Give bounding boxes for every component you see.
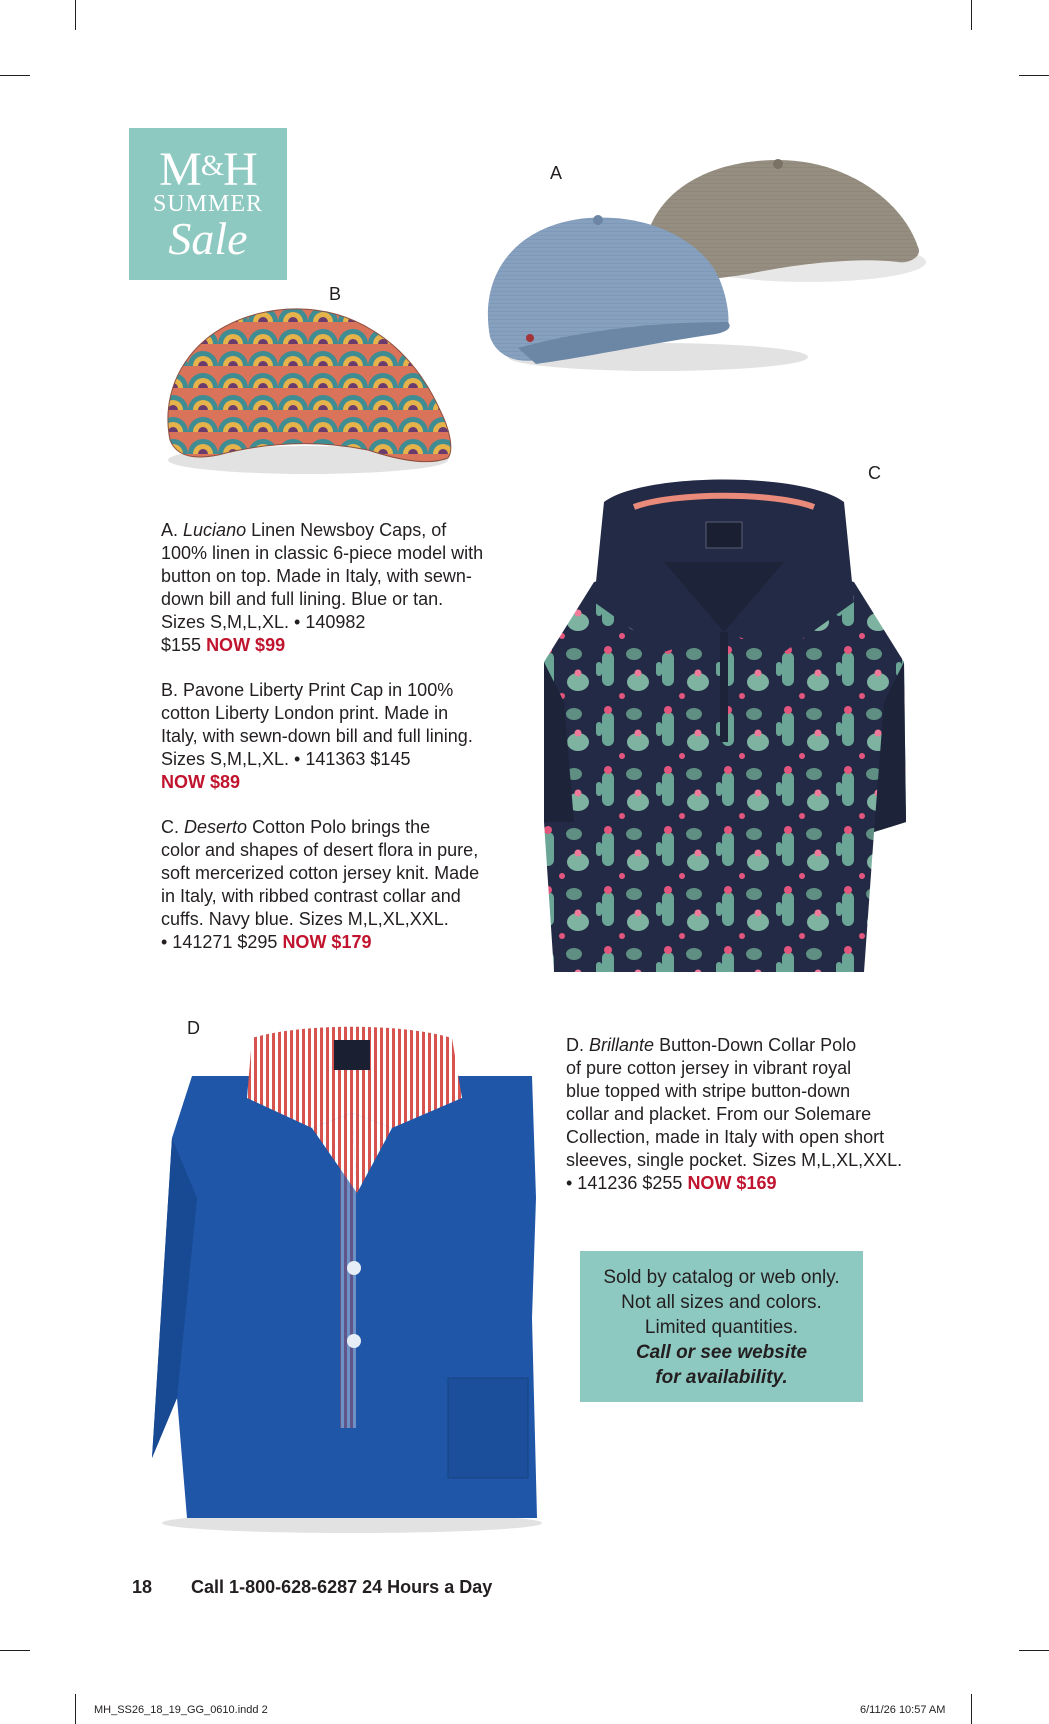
notice-line: Sold by catalog or web only. — [603, 1267, 840, 1288]
product-d-line: sleeves, single pocket. Sizes M,L,XL,XXL. — [566, 1150, 903, 1170]
product-a-line: button on top. Made in Italy, with sewn- — [161, 566, 472, 586]
notice-line: Call or see website — [635, 1342, 808, 1363]
availability-notice — [580, 1251, 863, 1402]
product-c-line: cuffs. Navy blue. Sizes M,L,XL,XXL. — [161, 909, 449, 929]
product-a-line: down bill and full lining. Blue or tan. — [161, 589, 444, 609]
liberty-print-cap-image — [158, 300, 454, 480]
page-number: 18 — [132, 1577, 153, 1597]
product-c-sale-price: NOW $179 — [282, 932, 372, 952]
logo-monogram: M&H — [159, 143, 257, 196]
product-b-description — [161, 679, 501, 794]
product-b-line: Italy, with sewn-down bill and full lining. — [161, 726, 473, 746]
summer-sale-logo — [129, 128, 287, 280]
product-b-sale-price: NOW $89 — [161, 772, 241, 792]
product-d-price: • 141236 $255 — [566, 1173, 683, 1193]
product-a-letter: A. — [161, 520, 179, 540]
product-c-price: • 141271 $295 — [161, 932, 278, 952]
product-d-description — [566, 1034, 926, 1195]
product-d-line: Collection, made in Italy with open short — [566, 1127, 885, 1147]
royal-blue-polo-image — [152, 1018, 562, 1538]
product-c-description — [161, 816, 501, 954]
logo-summer: SUMMER — [152, 191, 264, 217]
product-a-line: Sizes S,M,L,XL. • 140982 — [161, 612, 366, 632]
product-b-desc-start: in 100% — [388, 680, 454, 700]
product-d-letter: D. — [566, 1035, 584, 1055]
product-b-line: Sizes S,M,L,XL. • 141363 $145 — [161, 749, 411, 769]
crop-mark — [0, 1650, 30, 1651]
product-a-price: $155 — [161, 635, 202, 655]
product-a-desc-start: of — [431, 520, 447, 540]
product-c-name: Cotton Polo — [252, 817, 347, 837]
slug-date: 6/11/26 10:57 AM — [860, 1704, 946, 1716]
product-c-line: in Italy, with ribbed contrast collar and — [161, 886, 461, 906]
crop-mark — [0, 75, 30, 76]
product-b-letter: B. — [161, 680, 179, 700]
image-label-c: C — [868, 463, 881, 483]
product-c-letter: C. — [161, 817, 179, 837]
product-c-name-italic: Deserto — [184, 817, 248, 837]
notice-line: for availability. — [655, 1367, 788, 1388]
crop-mark — [75, 1694, 76, 1724]
product-d-sale-price: NOW $169 — [687, 1173, 777, 1193]
crop-mark — [1019, 75, 1049, 76]
crop-mark — [971, 0, 972, 30]
image-label-d: D — [187, 1018, 200, 1038]
crop-mark — [75, 0, 76, 30]
product-a-description — [161, 519, 501, 657]
product-a-sale-price: NOW $99 — [206, 635, 286, 655]
product-d-line: of pure cotton jersey in vibrant royal — [566, 1058, 852, 1078]
product-d-line: blue topped with stripe button-down — [566, 1081, 851, 1101]
crop-mark — [1019, 1650, 1049, 1651]
crop-mark — [971, 1694, 972, 1724]
page-footer — [132, 1576, 492, 1598]
product-a-name-italic: Luciano — [183, 520, 247, 540]
image-label-a: A — [550, 163, 563, 183]
image-label-b: B — [329, 284, 342, 304]
product-a-line: 100% linen in classic 6-piece model with — [161, 543, 484, 563]
newsboy-caps-image — [478, 152, 930, 374]
product-c-desc-start: brings the — [351, 817, 431, 837]
logo-sale: Sale — [168, 213, 248, 264]
product-d-name-italic: Brillante — [589, 1035, 655, 1055]
product-a-name: Linen Newsboy Caps, — [251, 520, 427, 540]
product-c-line: color and shapes of desert flora in pure, — [161, 840, 479, 860]
product-c-line: soft mercerized cotton jersey knit. Made — [161, 863, 480, 883]
cactus-polo-image — [534, 462, 912, 982]
notice-line: Not all sizes and colors. — [621, 1292, 822, 1313]
product-b-line: cotton Liberty London print. Made in — [161, 703, 449, 723]
product-d-name: Button-Down Collar Polo — [659, 1035, 857, 1055]
product-d-line: collar and placket. From our Solemare — [566, 1104, 872, 1124]
slug-filename: MH_SS26_18_19_GG_0610.indd 2 — [94, 1704, 268, 1716]
phone-number: Call 1-800-628-6287 24 Hours a Day — [191, 1577, 493, 1597]
notice-line: Limited quantities. — [644, 1317, 799, 1338]
product-b-name: Pavone Liberty Print Cap — [183, 680, 384, 700]
